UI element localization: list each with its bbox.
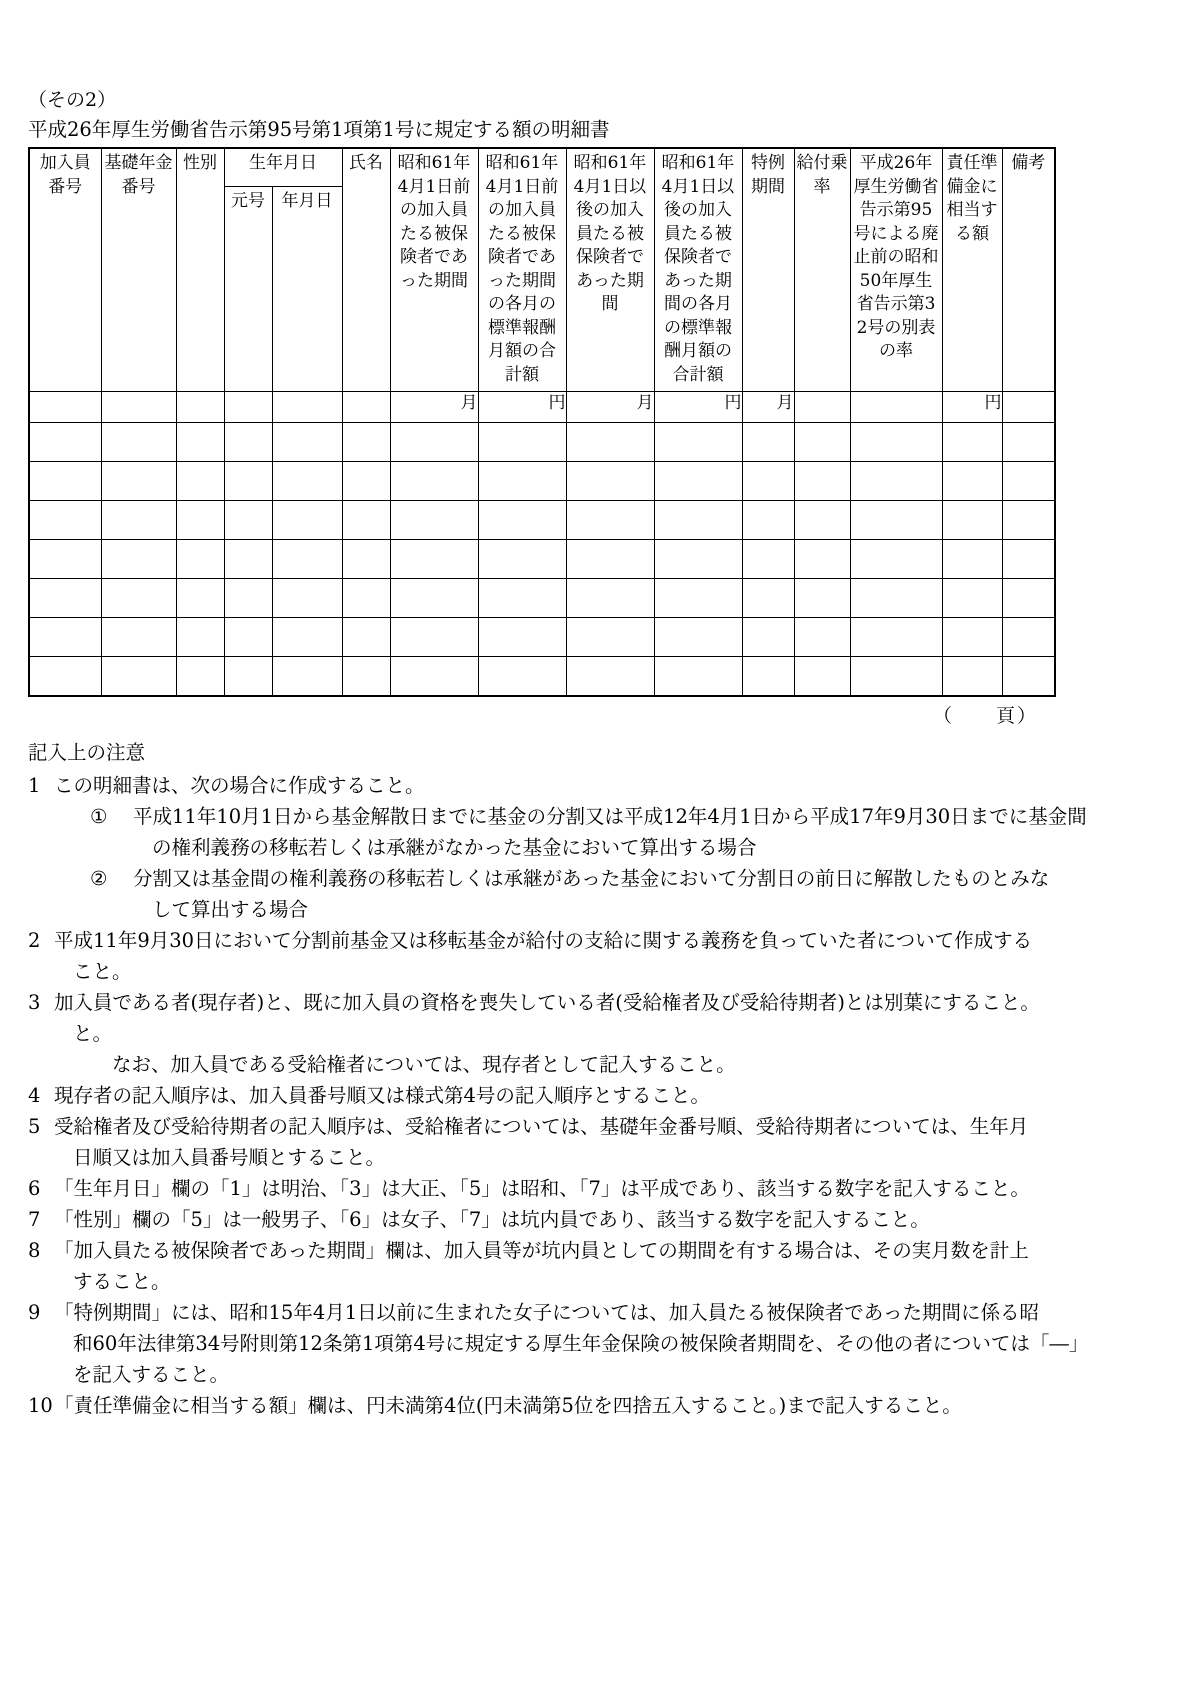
note-number: 7 — [28, 1208, 41, 1231]
table-cell[interactable] — [101, 618, 176, 657]
table-cell[interactable] — [342, 462, 390, 501]
table-cell[interactable] — [850, 462, 942, 501]
table-cell[interactable] — [1002, 618, 1055, 657]
table-cell[interactable] — [1002, 462, 1055, 501]
table-cell[interactable] — [390, 501, 478, 540]
table-cell[interactable] — [1002, 423, 1055, 462]
table-cell[interactable] — [850, 501, 942, 540]
table-cell[interactable] — [29, 657, 101, 697]
note-line: 加入員である者(現存者)と、既に加入員の資格を喪失している者(受給権者及び受給待期者)とは別葉にすること。 — [54, 991, 1040, 1014]
table-cell[interactable] — [224, 579, 272, 618]
note-line: こと。 — [73, 960, 132, 983]
table-cell[interactable] — [654, 501, 742, 540]
table-cell[interactable] — [942, 657, 1002, 697]
col-header-period-after-s61: 昭和61年4月1日以後の加入員たる被保険者であった期間 — [566, 148, 654, 392]
table-cell[interactable] — [342, 501, 390, 540]
table-cell[interactable] — [272, 657, 342, 697]
table-cell[interactable] — [566, 540, 654, 579]
note-item — [28, 925, 1118, 987]
note-line: 日順又は加入員番号順とすること。 — [73, 1146, 386, 1169]
note-number: 3 — [28, 991, 41, 1014]
table-cell[interactable] — [794, 462, 850, 501]
table-cell[interactable] — [272, 462, 342, 501]
table-cell[interactable] — [742, 501, 794, 540]
table-cell[interactable] — [850, 579, 942, 618]
note-item — [28, 770, 1118, 925]
page-title: 平成26年厚生労働省告示第95号第1項第1号に規定する額の明細書 — [28, 118, 610, 141]
table-cell[interactable] — [942, 462, 1002, 501]
table-row — [29, 657, 1055, 697]
table-cell[interactable] — [478, 579, 566, 618]
notes-heading: 記入上の注意 — [28, 741, 146, 764]
table-cell[interactable] — [390, 579, 478, 618]
table-cell[interactable] — [176, 540, 224, 579]
table-cell[interactable] — [176, 618, 224, 657]
table-cell[interactable] — [478, 423, 566, 462]
table-cell[interactable] — [272, 423, 342, 462]
col-header-birth-ymd: 年月日 — [272, 187, 342, 392]
note-subitem-line: して算出する場合 — [152, 898, 309, 921]
table-cell[interactable] — [224, 618, 272, 657]
table-cell[interactable] — [390, 618, 478, 657]
note-line: 受給権者及び受給待期者の記入順序は、受給権者については、基礎年金番号順、受給待期者については、生年月 — [54, 1115, 1029, 1138]
table-cell[interactable] — [29, 462, 101, 501]
table-cell[interactable] — [794, 657, 850, 697]
table-cell[interactable] — [566, 618, 654, 657]
table-cell[interactable] — [390, 657, 478, 697]
table-cell[interactable] — [342, 657, 390, 697]
table-row — [29, 579, 1055, 618]
table-cell[interactable] — [176, 657, 224, 697]
table-cell[interactable] — [566, 423, 654, 462]
table-cell[interactable] — [478, 462, 566, 501]
table-cell[interactable] — [101, 540, 176, 579]
table-cell[interactable] — [478, 501, 566, 540]
note-item — [28, 987, 1118, 1080]
note-subitem — [54, 801, 1118, 863]
table-cell[interactable] — [742, 618, 794, 657]
col-header-period-before-s61: 昭和61年4月1日前の加入員たる被保険者であった期間 — [390, 148, 478, 392]
note-body — [54, 1297, 1118, 1390]
notes-section — [28, 737, 1118, 1421]
col-header-gender: 性別 — [176, 148, 224, 392]
form-number-label: （その2） — [28, 89, 117, 111]
note-item — [28, 1080, 1118, 1111]
table-cell[interactable] — [1002, 579, 1055, 618]
note-line: 「特例期間」には、昭和15年4月1日以前に生まれた女子については、加入員たる被保険者であった期間に係る昭 — [54, 1301, 1040, 1324]
table-cell[interactable] — [742, 579, 794, 618]
col-header-reserve-amount: 責任準備金に相当する額 — [942, 148, 1002, 392]
table-cell[interactable] — [566, 501, 654, 540]
unit-cell-name[interactable] — [342, 392, 390, 423]
table-cell[interactable] — [390, 462, 478, 501]
table-cell[interactable] — [942, 540, 1002, 579]
table-cell[interactable] — [942, 579, 1002, 618]
table-cell[interactable] — [478, 618, 566, 657]
unit-row — [29, 392, 1055, 423]
table-header — [29, 148, 1055, 392]
table-row — [29, 540, 1055, 579]
table-cell[interactable] — [29, 579, 101, 618]
table-row — [29, 423, 1055, 462]
table-cell[interactable] — [101, 501, 176, 540]
table-cell[interactable] — [942, 423, 1002, 462]
note-line: 「生年月日」欄の「1」は明治、「3」は大正、「5」は昭和、「7」は平成であり、該当する数字を記入すること。 — [54, 1177, 1030, 1200]
table-cell[interactable] — [850, 657, 942, 697]
table-cell[interactable] — [566, 579, 654, 618]
page-marker: （ 頁） — [932, 705, 1038, 727]
col-header-name: 氏名 — [342, 148, 390, 392]
table-cell[interactable] — [342, 579, 390, 618]
table-cell[interactable] — [942, 618, 1002, 657]
table-cell[interactable] — [850, 540, 942, 579]
note-item — [28, 1173, 1118, 1204]
note-subitem-body — [133, 863, 1118, 925]
note-item — [28, 1111, 1118, 1173]
table-cell[interactable] — [101, 462, 176, 501]
table-cell[interactable] — [342, 540, 390, 579]
unit-label-reserve-amount: 円 — [942, 392, 1002, 423]
table-cell[interactable] — [742, 462, 794, 501]
table-body — [29, 392, 1055, 697]
unit-cell-notice-rate[interactable] — [850, 392, 942, 423]
note-subitem — [54, 863, 1118, 925]
table-cell[interactable] — [176, 579, 224, 618]
note-item — [28, 1204, 1118, 1235]
table-cell[interactable] — [654, 462, 742, 501]
notes-list — [28, 770, 1118, 1421]
table-cell[interactable] — [654, 618, 742, 657]
table-cell[interactable] — [794, 501, 850, 540]
note-line: すること。 — [73, 1270, 171, 1293]
unit-cell-member-number[interactable] — [29, 392, 101, 423]
table-cell[interactable] — [176, 501, 224, 540]
table-cell[interactable] — [654, 657, 742, 697]
note-body — [54, 1080, 1118, 1111]
col-header-total-before-s61: 昭和61年4月1日前の加入員たる被保険者であった期間の各月の標準報酬月額の合計額 — [478, 148, 566, 392]
table-cell[interactable] — [224, 657, 272, 697]
note-subitem-number: ② — [90, 867, 108, 890]
col-header-birth-era: 元号 — [224, 187, 272, 392]
note-body — [54, 770, 1118, 925]
table-cell[interactable] — [272, 501, 342, 540]
note-body — [54, 1111, 1118, 1173]
unit-label-total-after-s61: 円 — [654, 392, 742, 423]
table-cell[interactable] — [794, 423, 850, 462]
detail-statement-table — [28, 147, 1056, 697]
table-cell[interactable] — [794, 618, 850, 657]
unit-label-special-period: 月 — [742, 392, 794, 423]
table-cell[interactable] — [101, 657, 176, 697]
unit-cell-basic-pension-number[interactable] — [101, 392, 176, 423]
note-body — [54, 1235, 1118, 1297]
table-cell[interactable] — [29, 618, 101, 657]
table-cell[interactable] — [272, 540, 342, 579]
note-item — [28, 1297, 1118, 1390]
note-line: 「責任準備金に相当する額」欄は、円未満第4位(円未満第5位を四捨五入すること。)まで記入すること。 — [54, 1394, 962, 1417]
table-cell[interactable] — [850, 618, 942, 657]
document-body — [28, 88, 1148, 1421]
unit-cell-birth-era[interactable] — [224, 392, 272, 423]
table-cell[interactable] — [176, 423, 224, 462]
unit-cell-remarks[interactable] — [1002, 392, 1055, 423]
note-number: 4 — [28, 1084, 41, 1107]
table-cell[interactable] — [478, 657, 566, 697]
note-subitem-line: 分割又は基金間の権利義務の移転若しくは承継があった基金において分割日の前日に解散したものとみな — [133, 867, 1050, 890]
table-cell[interactable] — [224, 540, 272, 579]
unit-cell-gender[interactable] — [176, 392, 224, 423]
table-cell[interactable] — [272, 579, 342, 618]
table-cell[interactable] — [742, 423, 794, 462]
col-header-birth-date: 生年月日 — [224, 148, 342, 187]
unit-cell-birth-ymd[interactable] — [272, 392, 342, 423]
table-cell[interactable] — [390, 540, 478, 579]
col-header-total-after-s61: 昭和61年4月1日以後の加入員たる被保険者であった期間の各月の標準報酬月額の合計額 — [654, 148, 742, 392]
note-number: 10 — [28, 1394, 53, 1417]
table-cell[interactable] — [942, 501, 1002, 540]
note-body — [54, 1173, 1118, 1204]
table-cell[interactable] — [272, 618, 342, 657]
note-subitem-line: 平成11年10月1日から基金解散日までに基金の分割又は平成12年4月1日から平成17年9月30日までに基金間 — [133, 805, 1087, 828]
table-cell[interactable] — [1002, 540, 1055, 579]
table-cell[interactable] — [850, 423, 942, 462]
note-number: 5 — [28, 1115, 41, 1138]
col-header-basic-pension-number: 基礎年金番号 — [101, 148, 176, 392]
col-header-remarks: 備考 — [1002, 148, 1055, 392]
table-cell[interactable] — [29, 501, 101, 540]
note-body — [54, 925, 1118, 987]
table-cell[interactable] — [654, 579, 742, 618]
table-row — [29, 618, 1055, 657]
note-number: 2 — [28, 929, 41, 952]
table-cell[interactable] — [478, 540, 566, 579]
table-cell[interactable] — [742, 657, 794, 697]
table-cell[interactable] — [101, 423, 176, 462]
table-row — [29, 501, 1055, 540]
table-cell[interactable] — [794, 540, 850, 579]
col-header-notice-rate: 平成26年厚生労働省告示第95号による廃止前の昭和50年厚生省告示第32号の別表の率 — [850, 148, 942, 392]
table-cell[interactable] — [654, 423, 742, 462]
table-cell[interactable] — [176, 462, 224, 501]
table-row — [29, 462, 1055, 501]
note-line: この明細書は、次の場合に作成すること。 — [54, 774, 425, 797]
note-number: 6 — [28, 1177, 41, 1200]
note-subitem-line: の権利義務の移転若しくは承継がなかった基金において算出する場合 — [152, 836, 757, 859]
note-line: を記入すること。 — [73, 1363, 230, 1386]
table-cell[interactable] — [224, 462, 272, 501]
note-item — [28, 1390, 1118, 1421]
unit-cell-benefit-multiplier[interactable] — [794, 392, 850, 423]
unit-label-period-after-s61: 月 — [566, 392, 654, 423]
table-cell[interactable] — [566, 657, 654, 697]
note-subitem-body — [133, 801, 1118, 863]
note-line: 平成11年9月30日において分割前基金又は移転基金が給付の支給に関する義務を負っていた者について作成する — [54, 929, 1033, 952]
note-item — [28, 1235, 1118, 1297]
unit-label-period-before-s61: 月 — [390, 392, 478, 423]
table-cell[interactable] — [1002, 657, 1055, 697]
note-line: 「性別」欄の「5」は一般男子、「6」は女子、「7」は坑内員であり、該当する数字を記入すること。 — [54, 1208, 930, 1231]
table-cell[interactable] — [794, 579, 850, 618]
note-body — [54, 1390, 1118, 1421]
table-cell[interactable] — [224, 501, 272, 540]
table-cell[interactable] — [101, 579, 176, 618]
col-header-member-number: 加入員番号 — [29, 148, 101, 392]
col-header-special-period: 特例期間 — [742, 148, 794, 392]
col-header-benefit-multiplier: 給付乗率 — [794, 148, 850, 392]
table-cell[interactable] — [29, 423, 101, 462]
note-number: 9 — [28, 1301, 41, 1324]
header-row-top — [29, 148, 1055, 187]
table-cell[interactable] — [654, 540, 742, 579]
table-cell[interactable] — [1002, 501, 1055, 540]
table-cell[interactable] — [742, 540, 794, 579]
table-cell[interactable] — [566, 462, 654, 501]
table-cell[interactable] — [342, 423, 390, 462]
note-line: と。 — [73, 1022, 113, 1045]
note-line: 「加入員たる被保険者であった期間」欄は、加入員等が坑内員としての期間を有する場合は、その実月数を計上 — [54, 1239, 1029, 1262]
note-body — [54, 1204, 1118, 1235]
table-cell[interactable] — [342, 618, 390, 657]
note-number: 1 — [28, 774, 41, 797]
note-line: 和60年法律第34号附則第12条第1項第4号に規定する厚生年金保険の被保険者期間を、その他の者については「―」 — [73, 1332, 1089, 1355]
table-cell[interactable] — [390, 423, 478, 462]
table-cell[interactable] — [29, 540, 101, 579]
note-extra-line: なお、加入員である受給権者については、現存者として記入すること。 — [112, 1053, 736, 1076]
note-number: 8 — [28, 1239, 41, 1262]
table-cell[interactable] — [224, 423, 272, 462]
note-subitem-number: ① — [90, 805, 108, 828]
note-line: 現存者の記入順序は、加入員番号順又は様式第4号の記入順序とすること。 — [54, 1084, 710, 1107]
note-body — [54, 987, 1118, 1080]
unit-label-total-before-s61: 円 — [478, 392, 566, 423]
